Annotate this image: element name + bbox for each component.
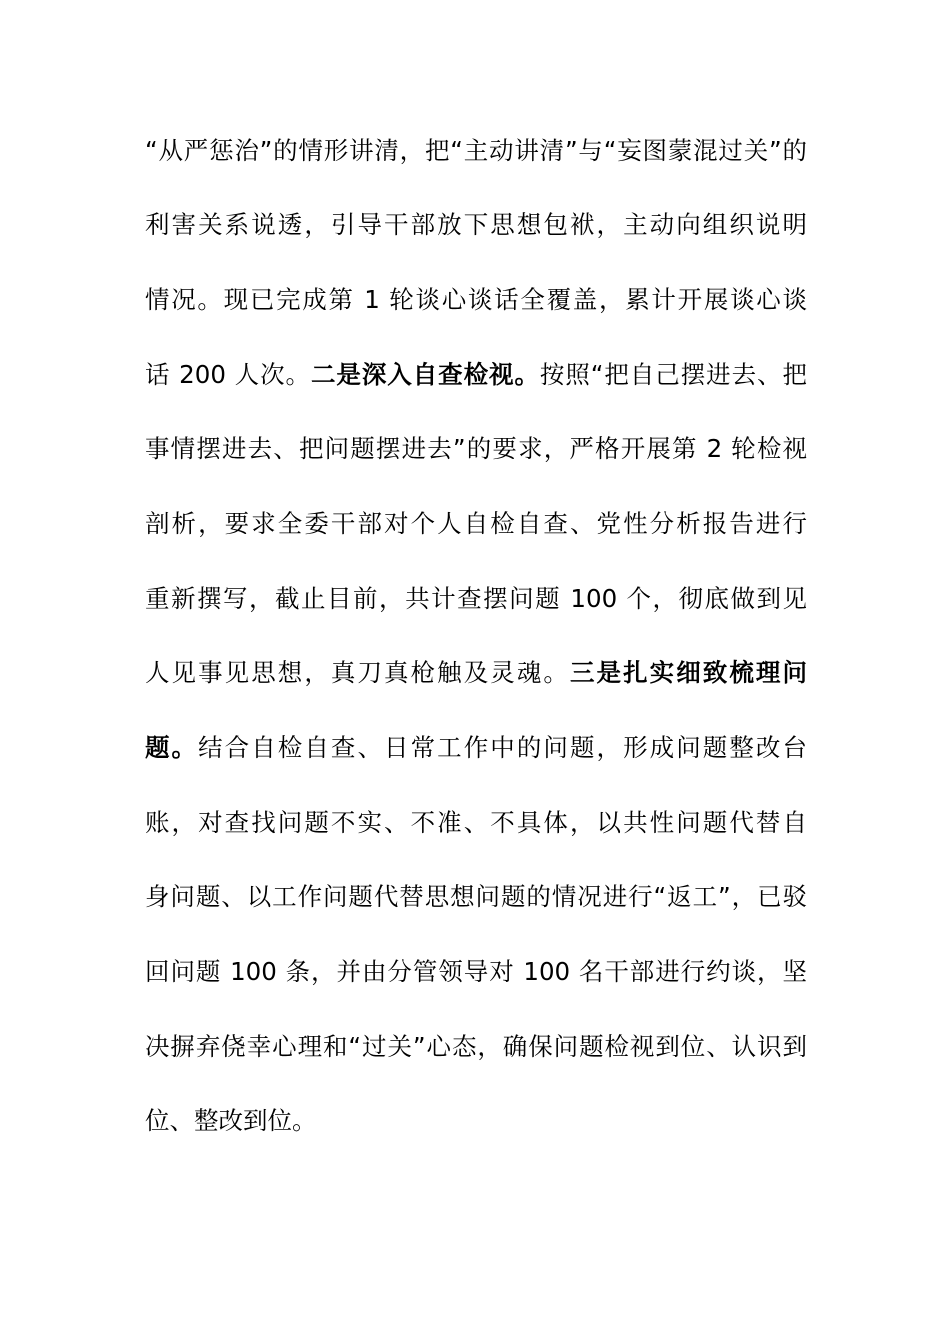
paragraph-line: [145, 504, 807, 544]
paragraph-line: [145, 579, 807, 619]
bold-heading-run: 二是深入自查检视。: [310, 360, 540, 389]
text-run: 剖析，要求全委干部对个人自检自查、党性分析报告进行: [145, 509, 807, 538]
paragraph-line: [145, 952, 807, 992]
text-run: 情况。现已完成第 1 轮谈心谈话全覆盖，累计开展谈心谈: [145, 285, 807, 314]
paragraph-line: [145, 131, 807, 171]
paragraph-line: [145, 355, 807, 395]
text-run: 结合自检自查、日常工作中的问题，形成问题整改台: [198, 733, 807, 762]
text-run: 账，对查找问题不实、不准、不具体，以共性问题代替自: [145, 808, 807, 837]
text-run: 事情摆进去、把问题摆进去”的要求，严格开展第 2 轮检视: [145, 434, 807, 463]
text-run: 决摒弃侥幸心理和“过关”心态，确保问题检视到位、认识到: [145, 1032, 807, 1061]
text-run: “从严惩治”的情形讲清，把“主动讲清”与“妄图蒙混过关”的: [145, 136, 807, 165]
text-run: 身问题、以工作问题代替思想问题的情况进行“返工”，已驳: [145, 882, 807, 911]
text-run: 按照“把自己摆进去、把: [539, 360, 807, 389]
text-run: 重新撰写，截止目前，共计查摆问题 100 个，彻底做到见: [145, 584, 807, 613]
paragraph-line: [145, 728, 807, 768]
paragraph-line: [145, 1101, 807, 1141]
text-run: 位、整改到位。: [145, 1106, 317, 1135]
text-run: 回问题 100 条，并由分管领导对 100 名干部进行约谈，坚: [145, 957, 807, 986]
paragraph-line: [145, 803, 807, 843]
paragraph-line: [145, 877, 807, 917]
paragraph-line: [145, 280, 807, 320]
bold-heading-run: 三是扎实细致梳理问: [570, 658, 807, 687]
bold-heading-run: 题。: [145, 733, 199, 762]
paragraph-line: [145, 653, 807, 693]
paragraph-line: [145, 205, 807, 245]
text-run: 话 200 人次。: [145, 360, 311, 389]
text-run: 人见事见思想，真刀真枪触及灵魂。: [145, 658, 570, 687]
paragraph-line: [145, 1027, 807, 1067]
paragraph-line: [145, 429, 807, 469]
text-run: 利害关系说透，引导干部放下思想包袱，主动向组织说明: [145, 210, 807, 239]
